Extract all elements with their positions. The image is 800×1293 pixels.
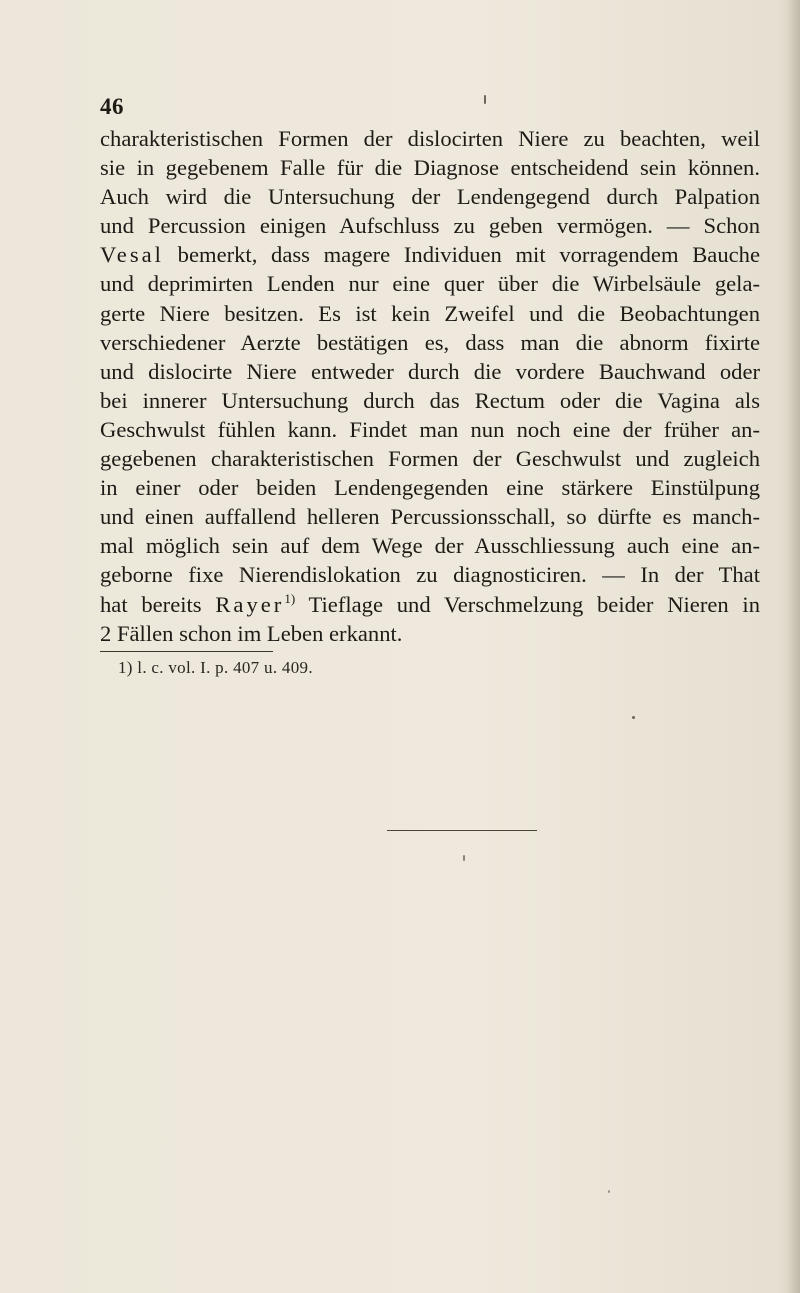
text-line: geborne fixe Nierendislokation zu diagnosticiren. — In der That bbox=[100, 562, 760, 588]
text-line: und einen auffallend helleren Percussionsschall, so dürfte es manch- bbox=[100, 504, 760, 530]
paper-speck bbox=[608, 1190, 610, 1193]
text-line: Geschwulst fühlen kann. Findet man nun noch eine der früher an- bbox=[100, 416, 760, 442]
footnote-separator-rule bbox=[100, 651, 273, 652]
text-line: und deprimirten Lenden nur eine quer über die Wirbelsäule gela- bbox=[100, 271, 760, 297]
text-line: gegebenen charakteristischen Formen der Geschwulst und zugleich bbox=[100, 446, 760, 472]
text-line: in einer oder beiden Lendengegenden eine stärkere Einstülpung bbox=[100, 475, 760, 501]
text-line: gerte Niere besitzen. Es ist kein Zweifel und die Beobachtungen bbox=[100, 300, 760, 326]
text-segment: hat bereits bbox=[100, 591, 202, 617]
text-line: bei innerer Untersuchung durch das Rectum oder die Vagina als bbox=[100, 387, 760, 413]
text-line: 2 Fällen schon im Leben erkannt. bbox=[100, 620, 403, 646]
author-name-rayer: Rayer bbox=[215, 591, 285, 617]
text-line: und Percussion einigen Aufschluss zu geben vermögen. — Schon bbox=[100, 213, 760, 239]
paper-speck bbox=[632, 716, 635, 719]
footnote: 1) l. c. vol. I. p. 407 u. 409. bbox=[118, 658, 313, 677]
text-line: charakteristischen Formen der dislocirten Niere zu beachten, weil bbox=[100, 126, 760, 151]
text-line: Auch wird die Untersuchung der Lendengegend durch Palpation bbox=[100, 184, 760, 210]
text-line: und dislocirte Niere entweder durch die vordere Bauchwand oder bbox=[100, 358, 760, 384]
body-text bbox=[100, 124, 760, 648]
page-edge-shadow bbox=[786, 0, 800, 1293]
text-line: verschiedener Aerzte bestätigen es, dass man die abnorm fixirte bbox=[100, 329, 760, 355]
text-line: sie in gegebenem Falle für die Diagnose entscheidend sein können. bbox=[100, 155, 760, 181]
footnote-reference: 1) bbox=[284, 590, 296, 606]
bottom-rule bbox=[387, 830, 537, 831]
text-segment: Tieflage und Verschmelzung beider Nieren in bbox=[308, 591, 761, 617]
paper-speck bbox=[484, 95, 486, 104]
text-line bbox=[100, 240, 760, 269]
author-name-vesal: Vesal bbox=[100, 242, 164, 268]
page-number: 46 bbox=[100, 94, 124, 119]
text-line bbox=[100, 590, 760, 619]
text-segment: bemerkt, dass magere Individuen mit vorragendem Bauche bbox=[177, 242, 760, 268]
text-line: mal möglich sein auf dem Wege der Ausschliessung auch eine an- bbox=[100, 533, 760, 559]
paper-speck bbox=[463, 855, 465, 861]
